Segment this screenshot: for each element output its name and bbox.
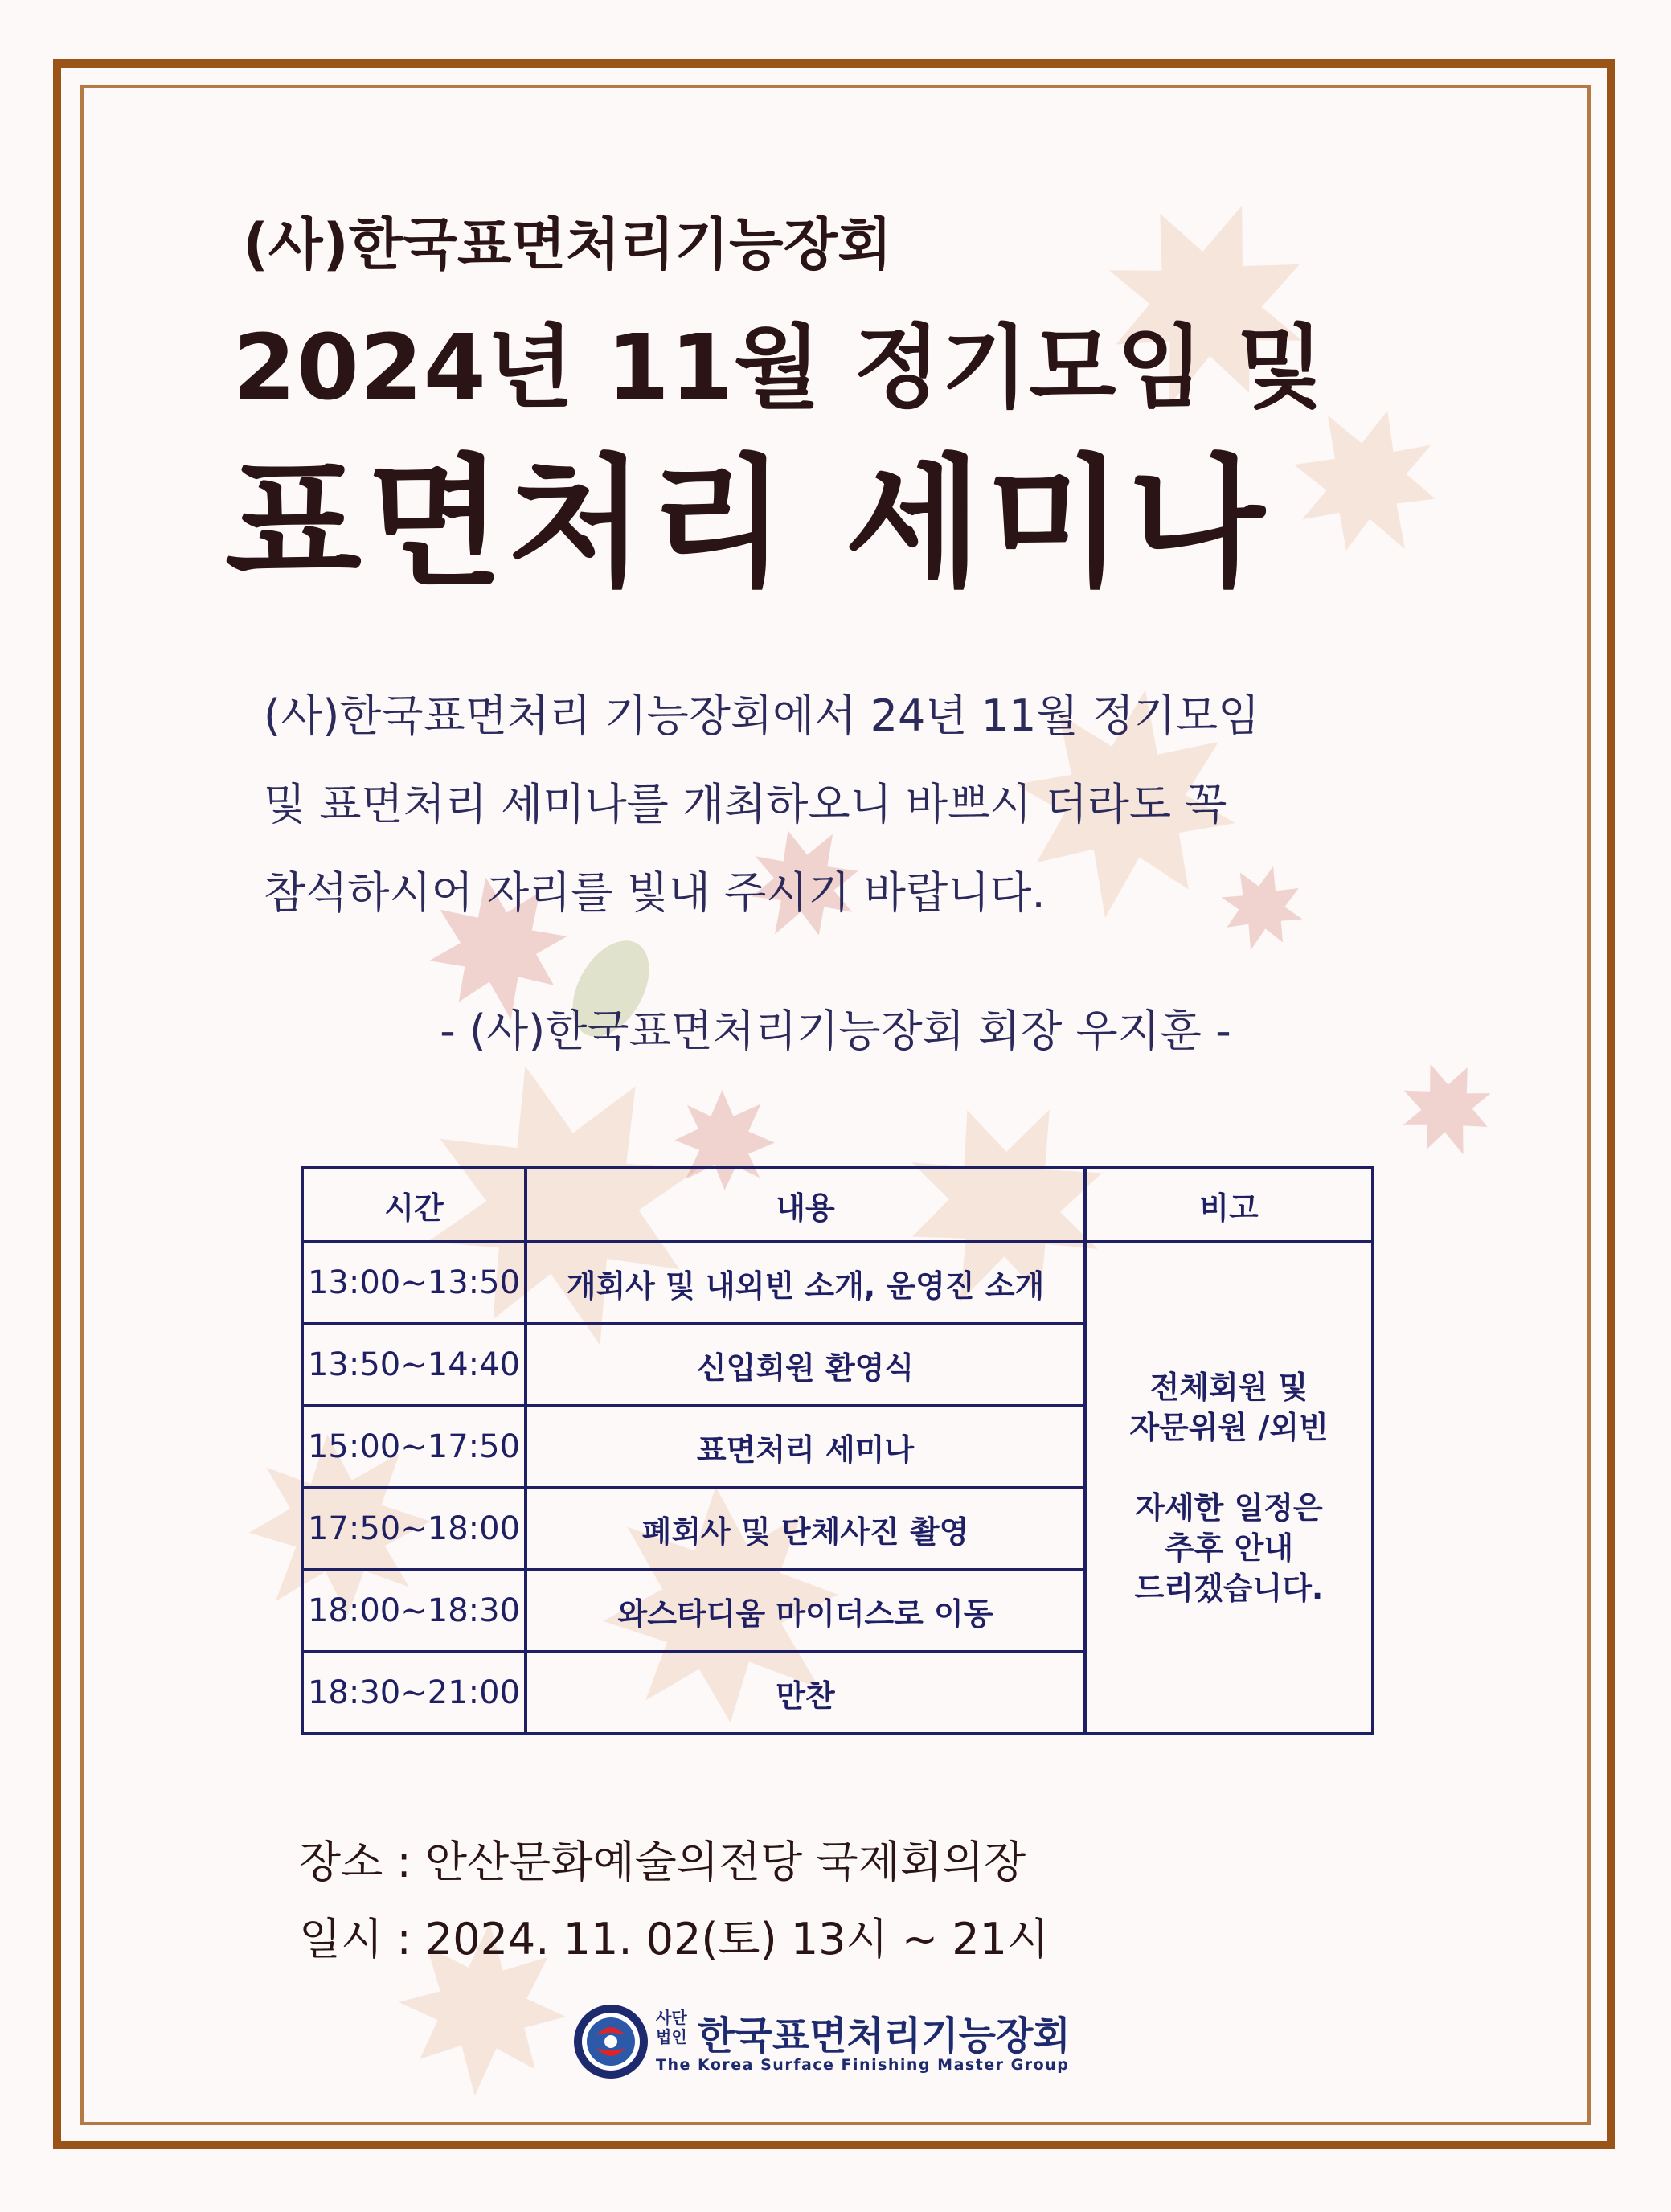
note-line: 자세한 일정은 xyxy=(1135,1490,1323,1526)
president-signature: - (사)한국표면처리기능장회 회장 우지훈 - xyxy=(440,1006,1231,1056)
logo-english-name: The Korea Surface Finishing Master Group xyxy=(656,2056,1070,2074)
time-cell: 13:00~13:50 xyxy=(302,1242,526,1324)
time-cell: 13:50~14:40 xyxy=(302,1324,526,1406)
content-cell: 와스타디움 마이더스로 이동 xyxy=(526,1570,1085,1652)
column-header-time: 시간 xyxy=(302,1168,526,1242)
organization-emblem-icon xyxy=(572,2003,649,2080)
date-info: 일시 : 2024. 11. 02(토) 13시 ~ 21시 xyxy=(299,1914,1050,1964)
content-cell: 폐회사 및 단체사진 촬영 xyxy=(526,1488,1085,1570)
note-line: 전체회원 및 xyxy=(1149,1370,1309,1405)
invitation-line: 참석하시어 자리를 빛내 주시기 바랍니다. xyxy=(264,867,1046,918)
note-line: 추후 안내 xyxy=(1164,1530,1294,1566)
note-line: 드리겠습니다. xyxy=(1134,1571,1324,1606)
invitation-line: 및 표면처리 세미나를 개최하오니 바쁘시 더라도 꼭 xyxy=(264,779,1227,830)
logo-kind-bottom: 법인 xyxy=(656,2027,687,2046)
invitation-line: (사)한국표면처리 기능장회에서 24년 11월 정기모임 xyxy=(264,690,1260,741)
logo-kind-top: 사단 xyxy=(656,2008,687,2027)
table-row xyxy=(302,1242,1373,1324)
time-cell: 17:50~18:00 xyxy=(302,1488,526,1570)
content-cell: 개회사 및 내외빈 소개, 운영진 소개 xyxy=(526,1242,1085,1324)
column-header-content: 내용 xyxy=(526,1168,1085,1242)
note-line: 자문위원 /외빈 xyxy=(1129,1410,1329,1445)
logo-corporation-type xyxy=(656,2008,687,2046)
table-header-row xyxy=(302,1168,1373,1242)
venue-info: 장소 : 안산문화예술의전당 국제회의장 xyxy=(299,1837,1026,1887)
schedule-table xyxy=(301,1166,1374,1735)
time-cell: 18:00~18:30 xyxy=(302,1570,526,1652)
organization-title: (사)한국표면처리기능장회 xyxy=(243,211,892,277)
organization-logo xyxy=(572,1997,1071,2085)
event-title-line1: 2024년 11월 정기모임 및 xyxy=(233,316,1325,420)
column-header-note: 비고 xyxy=(1085,1168,1373,1242)
invitation-paragraph xyxy=(264,672,1421,937)
note-cell xyxy=(1085,1242,1373,1734)
logo-korean-name: 한국표면처리기능장회 xyxy=(698,2013,1071,2058)
content-cell: 표면처리 세미나 xyxy=(526,1406,1085,1488)
content-cell: 신입회원 환영식 xyxy=(526,1324,1085,1406)
content-cell: 만찬 xyxy=(526,1652,1085,1734)
event-title-line2: 표면처리 세미나 xyxy=(225,441,1270,606)
time-cell: 18:30~21:00 xyxy=(302,1652,526,1734)
note-spacer xyxy=(1087,1448,1371,1488)
time-cell: 15:00~17:50 xyxy=(302,1406,526,1488)
